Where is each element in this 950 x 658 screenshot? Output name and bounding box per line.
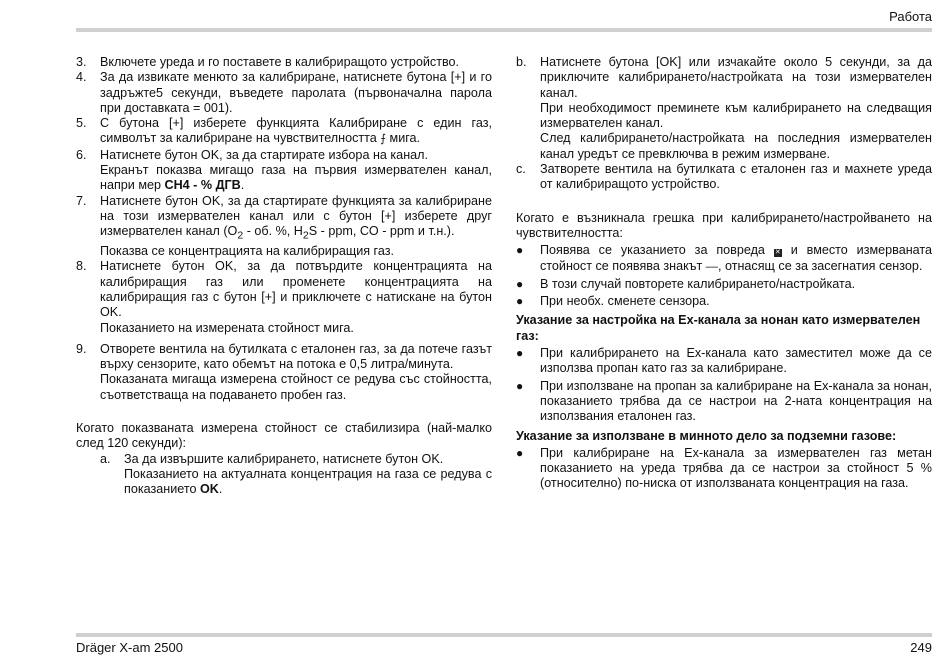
bullet-dot-icon: ● xyxy=(516,346,524,361)
step-number: 8. xyxy=(76,259,87,274)
step-number: 7. xyxy=(76,193,87,208)
step-number: 6. xyxy=(76,147,87,162)
bullet-text: При калибрирането на Ex-канала като заместител може да се използва пропан като газ за калибриране. xyxy=(540,346,932,376)
ok-display: OK xyxy=(199,482,219,497)
substep-line-2 xyxy=(124,467,492,498)
right-column xyxy=(516,55,932,492)
error-bullet-1 xyxy=(516,243,932,275)
substep-text xyxy=(124,452,492,498)
bullet-text: При използване на пропан за калибриране на Ex-канала за нонан, показанието трябва да се настрои на 2-ната концентрация на използвания еталонен газ. xyxy=(540,378,932,424)
bullet-dot-icon: ● xyxy=(516,378,524,393)
substep-text xyxy=(540,55,932,162)
bullet-text xyxy=(540,243,932,275)
substep-label: a. xyxy=(100,451,111,466)
error-intro: Когато е възникнала грешка при калибрирането/настройването на чувствителността: xyxy=(516,210,932,240)
punct: . xyxy=(218,482,223,497)
substep-text-2: Показанието на актуалната концентрация на газа се редува с показанието xyxy=(124,466,492,497)
step-line: Натиснете бутон OK, за да потвърдите концентрацията на калибриращия газ или променете концентрацията на калибриращия газ с бутон [+] и приключете с натискане на бутон OK. xyxy=(100,259,492,320)
stabilized-intro: Когато показваната измерена стойност се стабилизира (най-малко след 120 секунди): xyxy=(76,421,492,451)
punct: . xyxy=(240,178,245,193)
step-9 xyxy=(76,342,492,403)
step-6 xyxy=(76,148,492,194)
substep-text: Затворете вентила на бутилката с еталонен газ и махнете уреда от калибриращото устройство. xyxy=(540,162,932,192)
step-number: 9. xyxy=(76,341,87,356)
substep-line-2: При необходимост преминете към калибрирането на следващия измервателен канал. xyxy=(540,100,932,131)
step-text-b: - об. %, H xyxy=(243,224,303,239)
subscript: 2 xyxy=(302,229,309,242)
step-text-b: мига. xyxy=(389,131,421,146)
mining-bullet-1 xyxy=(516,446,932,492)
step-text xyxy=(100,342,492,403)
bullet-text: При необх. сменете сензора. xyxy=(540,294,710,309)
step-line: Натиснете бутон OK, за да стартирате избора на канал. xyxy=(100,147,428,162)
step-5 xyxy=(76,116,492,148)
step-line-2: Показаната мигаща измерена стойност се редува със стойността, съответстваща на подаването пробен газ. xyxy=(100,372,492,402)
step-line-2: Показанието на измерената стойност мига. xyxy=(100,320,354,335)
step-3 xyxy=(76,55,492,70)
step-text-a: С бутона [+] изберете функцията Калибриране с един газ, символът за калибриране на чувствителността xyxy=(100,116,492,146)
bullet-dot-icon: ● xyxy=(516,276,524,291)
calibration-symbol-icon: ⨍ xyxy=(380,133,387,146)
page-number: 249 xyxy=(910,640,932,655)
step-text: Включете уреда и го поставете в калибриращото устройство. xyxy=(100,55,460,69)
dash-dash-icon: ‒‒ xyxy=(705,260,718,273)
step-text xyxy=(100,259,492,335)
nonane-heading: Указание за настройка на Ex-канала за нонан като измервателен газ: xyxy=(516,313,921,343)
bullet-text-a: Появява се указанието за повреда xyxy=(540,243,765,258)
step-text-c: S - ppm, CO - ppm и т.н.). xyxy=(308,224,455,239)
step-text-2: Екранът показва мигащо газа на първия измервателен канал, напри мер xyxy=(100,163,492,193)
bullet-dot-icon: ● xyxy=(516,294,524,309)
step-line-2: Показва се концентрацията на калибриращия газ. xyxy=(100,244,395,259)
substep-line: За да извършите калибрирането, натиснете бутон OK. xyxy=(124,451,444,466)
step-7 xyxy=(76,194,492,260)
nonane-bullet-2 xyxy=(516,379,932,425)
substep-line: Натиснете бутона [OK] или изчакайте около 5 секунди, за да приключите калибрирането/настройката на този измервателен канал. xyxy=(540,55,932,100)
substep-line-3: След калибрирането/настройката на последния измервателен канал уредът се превключва в режим измерване. xyxy=(540,131,932,161)
bullet-text-b: и вместо измерваната стойност се появява знакът xyxy=(540,243,933,273)
bullet-text: При калибриране на Ex-канала за измервателен газ метан показанието на уреда трябва да се настрои за стойност 5 % (относително) по-ниска от използваната концентрация на газа. xyxy=(540,445,932,491)
substep-label: b. xyxy=(516,55,527,69)
error-bullet-2 xyxy=(516,277,932,292)
left-column xyxy=(76,55,492,498)
fault-icon: ✕ xyxy=(774,249,781,257)
bullet-dot-icon: ● xyxy=(516,445,524,460)
step-text xyxy=(100,148,492,194)
bullet-text: В този случай повторете калибрирането/настройката. xyxy=(540,276,856,291)
step-number: 3. xyxy=(76,55,87,69)
bullet-dot-icon: ● xyxy=(516,243,524,258)
gas-display: CH4 - % ДГВ xyxy=(164,178,241,193)
subscript: 2 xyxy=(237,229,244,242)
substep-c xyxy=(516,162,932,193)
step-text xyxy=(100,194,492,260)
step-4 xyxy=(76,70,492,116)
step-text xyxy=(100,116,492,148)
error-bullet-3 xyxy=(516,294,932,309)
section-title: Работа xyxy=(889,9,932,24)
bullet-text-c: , отнасящ се за засегнатия сензор. xyxy=(717,258,923,273)
step-text-a: Натиснете бутон OK, за да стартирате функцията за калибриране на този измервателен канал или с бутон [+] изберете друг измервателен канал (O xyxy=(100,193,492,239)
nonane-bullet-1 xyxy=(516,346,932,377)
step-line xyxy=(100,194,492,244)
step-number: 4. xyxy=(76,70,87,85)
mining-heading: Указание за използване в минното дело за подземни газове: xyxy=(516,428,897,443)
substep-label: c. xyxy=(516,162,526,177)
substep-b xyxy=(516,55,932,162)
step-8 xyxy=(76,259,492,335)
step-line: Отворете вентила на бутилката с еталонен газ, за да потече газът върху сензорите, като обемът на потока е 0,5 литра/минута. xyxy=(100,341,492,372)
product-name: Dräger X-am 2500 xyxy=(76,640,183,655)
step-line-2 xyxy=(100,163,492,194)
step-text: За да извикате менюто за калибриране, натиснете бутона [+] и го задръжте5 секунди, въведете паролата (първоначална парола при доставката = 001). xyxy=(100,70,492,115)
substep-a xyxy=(100,452,492,498)
footer-rule xyxy=(76,633,932,637)
header-rule xyxy=(76,28,932,32)
step-number: 5. xyxy=(76,116,87,131)
